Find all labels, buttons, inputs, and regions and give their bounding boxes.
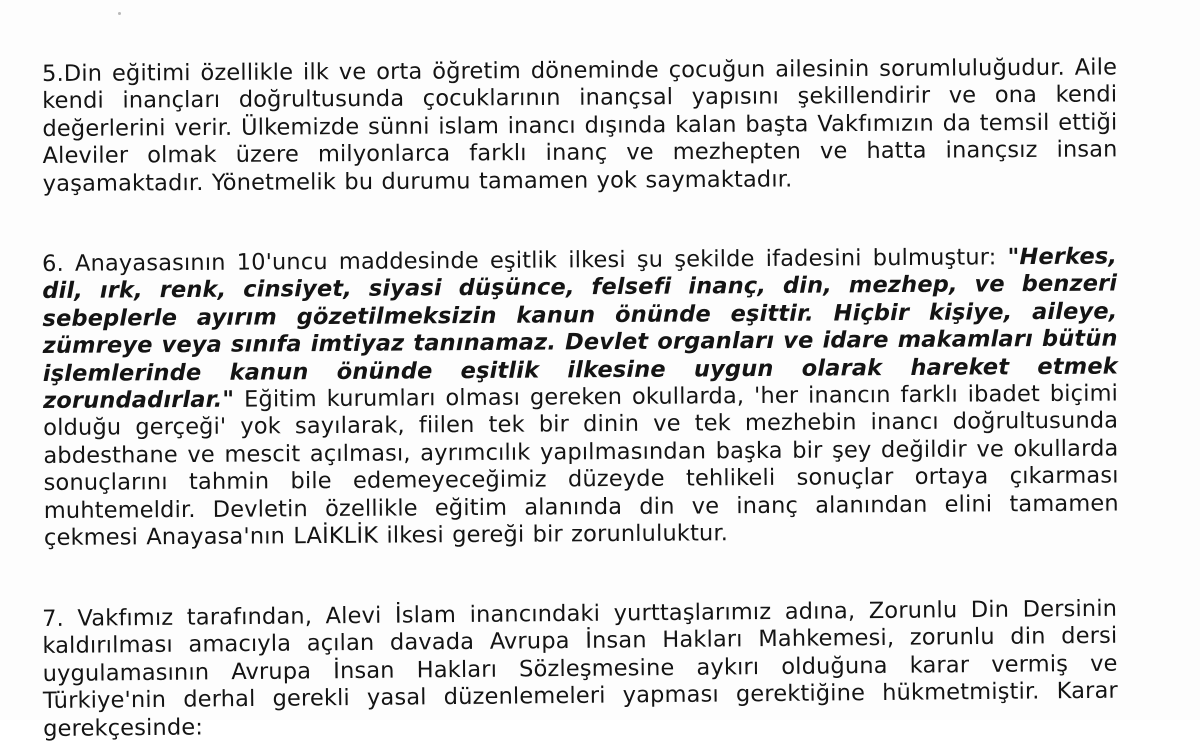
paragraph-5: 5.Din eğitimi özellikle ilk ve orta öğretim döneminde çocuğun ailesinin sorumluluğudur. Aile kendi inançları doğrultusunda çocuklarının inançsal yapısını şekillendirir ve ona kendi değerlerini verir. Ülkemizde sünni islam inancı dışında kalan başta Vakfımızın da temsil ettiği Aleviler olmak üzere milyonlarca farklı inanç ve mezhepten ve hatta inançsız insan yaşamaktadır. Yönetmelik bu durumu tamamen yok saymaktadır. [42, 53, 1118, 197]
paragraph-6 [42, 243, 1119, 552]
scan-speck [118, 12, 121, 15]
paragraph-6-tail: Eğitim kurumları olması gereken okullarda, 'her inancın farklı ibadet biçimi olduğu gerçeği' yok sayılarak, fiilen tek bir dinin ve tek mezhebin inancı doğrultusunda abdesthane ve mescit açılması, ayrımcılık yapılmasından başka bir şey değildir ve okullarda sonuçlarını tahmin bile edemeyeceğimiz düzeyde tehlikeli sonuçlar ortaya çıkarması muhtemeldir. Devletin özellikle eğitim alanında din ve inanç alanından elini tamamen çekmesi Anayasa'nın LAİKLİK ilkesi gereği bir zorunluluktur. [43, 380, 1119, 551]
paragraph-7: 7. Vakfımız tarafından, Alevi İslam inancındaki yurttaşlarımız adına, Zorunlu Din Dersinin kaldırılması amacıyla açılan davada Avrupa İnsan Hakları Mahkemesi, zorunlu din dersi uygulamasının Avrupa İnsan Hakları Sözleşmesine aykırı olduğuna karar vermiş ve Türkiye'nin derhal gerekli yasal düzenlemeleri yapması gerektiğine hükmetmiştir. Karar gerekçesinde: [42, 595, 1118, 742]
constitution-article-10-quote: "Herkes, dil, ırk, renk, cinsiyet, siyasi düşünce, felsefi inanç, din, mezhep, ve benzeri sebeplerle ayırım gözetilmeksizin kanun önünde eşittir. Hiçbir kişiye, aileye, zümreye veya sınıfa imtiyaz tanınamaz. Devlet organları ve idare makamları bütün işlemlerinde kanun önünde eşitlik ilkesine uygun olarak hareket etmek zorundadırlar." [42, 242, 1118, 414]
paragraph-6-lead: 6. Anayasasının 10'uncu maddesinde eşitlik ilkesi şu şekilde ifadesini bulmuştur: [42, 243, 997, 277]
